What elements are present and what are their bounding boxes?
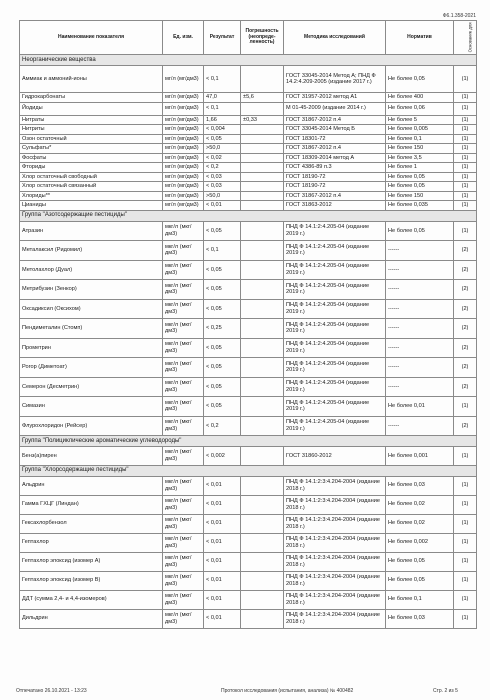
cell-note: (1) <box>454 221 477 241</box>
cell-unit: мкг/л (мкг/дм3) <box>163 609 204 628</box>
table-row <box>20 552 477 571</box>
cell-result: < 0,01 <box>204 571 241 590</box>
cell-result: < 0,05 <box>204 377 241 397</box>
cell-norm: Не более 1 <box>386 163 454 173</box>
group-title: Группа "Азотсодержащие пестициды" <box>20 210 477 221</box>
table-row <box>20 182 477 192</box>
cell-note: (2) <box>454 280 477 300</box>
cell-note: (1) <box>454 182 477 192</box>
cell-note: (2) <box>454 241 477 261</box>
cell-result: < 0,05 <box>204 397 241 417</box>
cell-name: Фосфаты <box>20 153 163 163</box>
cell-norm: Не более 0,06 <box>386 102 454 115</box>
cell-note: (1) <box>454 552 477 571</box>
cell-error <box>241 201 284 211</box>
cell-result: < 0,01 <box>204 201 241 211</box>
cell-method: ГОСТ 18309-2014 метод А <box>284 153 386 163</box>
cell-norm: Не более 0,002 <box>386 533 454 552</box>
cell-result: < 0,01 <box>204 476 241 495</box>
cell-error <box>241 125 284 135</box>
cell-norm: ------ <box>386 280 454 300</box>
cell-note: (1) <box>454 115 477 125</box>
cell-norm: Не более 0,1 <box>386 590 454 609</box>
cell-result: < 0,2 <box>204 416 241 436</box>
cell-error <box>241 182 284 192</box>
cell-result: < 0,05 <box>204 280 241 300</box>
cell-name: ДДТ (сумма 2,4- и 4,4-изомеров) <box>20 590 163 609</box>
cell-note: (1) <box>454 201 477 211</box>
cell-note: (2) <box>454 319 477 339</box>
table-row <box>20 172 477 182</box>
cell-note: (1) <box>454 533 477 552</box>
cell-note: (1) <box>454 590 477 609</box>
table-row <box>20 514 477 533</box>
cell-result: < 0,05 <box>204 299 241 319</box>
cell-note: (2) <box>454 260 477 280</box>
cell-note: (2) <box>454 299 477 319</box>
cell-name: Рогор (Диметоат) <box>20 358 163 378</box>
header-unit: Ед. изм. <box>163 21 204 55</box>
cell-method: М 01-45-2009 (издание 2014 г.) <box>284 102 386 115</box>
cell-note: (2) <box>454 338 477 358</box>
cell-note: (1) <box>454 134 477 144</box>
cell-norm: Не более 150 <box>386 144 454 154</box>
cell-error <box>241 495 284 514</box>
table-row <box>20 241 477 261</box>
cell-error <box>241 260 284 280</box>
cell-unit: мг/л (мг/дм3) <box>163 66 204 93</box>
header-note-label: Основание для <box>467 22 473 52</box>
cell-result: < 0,002 <box>204 447 241 466</box>
cell-method: ПНД Ф 14.1:2:4.205-04 (издание 2019 г.) <box>284 338 386 358</box>
group-header-row <box>20 55 477 66</box>
cell-norm: Не более 0,05 <box>386 66 454 93</box>
cell-result: < 0,01 <box>204 590 241 609</box>
cell-result: < 0,01 <box>204 514 241 533</box>
cell-error <box>241 416 284 436</box>
cell-result: 1,66 <box>204 115 241 125</box>
cell-result: >50,0 <box>204 191 241 201</box>
cell-method: ПНД Ф 14.1:2:3:4.204-2004 (издание 2018 г.) <box>284 533 386 552</box>
cell-unit: мг/л (мг/дм3) <box>163 93 204 103</box>
cell-error <box>241 533 284 552</box>
table-row <box>20 533 477 552</box>
cell-name: Метолахлор (Дуал) <box>20 260 163 280</box>
cell-unit: мкг/л (мкг/дм3) <box>163 495 204 514</box>
cell-norm: Не более 5 <box>386 115 454 125</box>
cell-norm: Не более 0,05 <box>386 221 454 241</box>
cell-unit: мкг/л (мкг/дм3) <box>163 241 204 261</box>
table-row <box>20 93 477 103</box>
table-row <box>20 144 477 154</box>
table-row <box>20 163 477 173</box>
cell-name: Хлор остаточный связанный <box>20 182 163 192</box>
cell-note: (1) <box>454 514 477 533</box>
header-error: Погрешность (неопреде-ленность) <box>241 21 284 55</box>
cell-method: ГОСТ 31867-2012 п.4 <box>284 144 386 154</box>
cell-method: ГОСТ 31957-2012 метод А1 <box>284 93 386 103</box>
cell-unit: мг/л (мг/дм3) <box>163 125 204 135</box>
cell-norm: ------ <box>386 241 454 261</box>
cell-name: Семерон (Десметрин) <box>20 377 163 397</box>
cell-error <box>241 102 284 115</box>
cell-result: >50,0 <box>204 144 241 154</box>
footer-page: Стр. 2 из 5 <box>433 688 458 694</box>
cell-error <box>241 319 284 339</box>
cell-error <box>241 476 284 495</box>
cell-error <box>241 280 284 300</box>
cell-result: < 0,01 <box>204 552 241 571</box>
table-row <box>20 125 477 135</box>
group-title: Группа "Хлорсодержащие пестициды" <box>20 465 477 476</box>
table-row <box>20 609 477 628</box>
cell-name: Фториды <box>20 163 163 173</box>
cell-unit: мг/л (мг/дм3) <box>163 153 204 163</box>
cell-name: Прометрин <box>20 338 163 358</box>
cell-unit: мкг/л (мкг/дм3) <box>163 377 204 397</box>
cell-name: Гептахлор эпоксид (изомер В) <box>20 571 163 590</box>
cell-error <box>241 377 284 397</box>
cell-unit: мкг/л (мкг/дм3) <box>163 590 204 609</box>
cell-error <box>241 552 284 571</box>
cell-error <box>241 590 284 609</box>
cell-method: ПНД Ф 14.1:2:4.205-04 (издание 2019 г.) <box>284 319 386 339</box>
form-code: Ф6.1.358-2021 <box>442 13 476 19</box>
cell-norm: ------ <box>386 358 454 378</box>
cell-name: Гамма ГХЦГ (Линдан) <box>20 495 163 514</box>
cell-norm: Не более 150 <box>386 191 454 201</box>
cell-error <box>241 153 284 163</box>
cell-method: ГОСТ 31867-2012 п.4 <box>284 115 386 125</box>
cell-method: ГОСТ 31863-2012 <box>284 201 386 211</box>
cell-method: ГОСТ 31867-2012 п.4 <box>284 191 386 201</box>
cell-note: (1) <box>454 93 477 103</box>
cell-norm: Не более 400 <box>386 93 454 103</box>
cell-result: < 0,1 <box>204 241 241 261</box>
cell-norm: Не более 0,05 <box>386 552 454 571</box>
cell-name: Пендиметалин (Стомп) <box>20 319 163 339</box>
cell-result: < 0,05 <box>204 260 241 280</box>
results-table <box>19 20 477 629</box>
cell-error <box>241 66 284 93</box>
cell-name: Бенз(а)пирен <box>20 447 163 466</box>
cell-norm: Не более 0,05 <box>386 172 454 182</box>
cell-result: < 0,03 <box>204 182 241 192</box>
table-row <box>20 115 477 125</box>
cell-unit: мкг/л (мкг/дм3) <box>163 533 204 552</box>
table-row <box>20 319 477 339</box>
cell-name: Дильдрин <box>20 609 163 628</box>
header-note <box>454 21 477 55</box>
table-row <box>20 397 477 417</box>
cell-name: Металаксил (Ридомил) <box>20 241 163 261</box>
cell-unit: мкг/л (мкг/дм3) <box>163 552 204 571</box>
cell-method: ПНД Ф 14.1:2:4.205-04 (издание 2019 г.) <box>284 358 386 378</box>
cell-result: < 0,1 <box>204 102 241 115</box>
cell-result: < 0,01 <box>204 533 241 552</box>
cell-error <box>241 163 284 173</box>
table-row <box>20 447 477 466</box>
cell-method: ПНД Ф 14.1:2:3:4.204-2004 (издание 2018 г.) <box>284 590 386 609</box>
group-header-row <box>20 465 477 476</box>
cell-method: ГОСТ 33045-2014 Метод Б <box>284 125 386 135</box>
cell-name: Альдрин <box>20 476 163 495</box>
cell-error <box>241 172 284 182</box>
table-row <box>20 191 477 201</box>
cell-name: Сульфаты* <box>20 144 163 154</box>
cell-norm: Не более 0,005 <box>386 125 454 135</box>
cell-unit: мг/л (мг/дм3) <box>163 191 204 201</box>
cell-result: < 0,01 <box>204 609 241 628</box>
cell-error <box>241 221 284 241</box>
cell-unit: мкг/л (мкг/дм3) <box>163 358 204 378</box>
table-row <box>20 260 477 280</box>
cell-norm: Не более 0,035 <box>386 201 454 211</box>
cell-result: < 0,2 <box>204 163 241 173</box>
cell-norm: ------ <box>386 299 454 319</box>
cell-note: (1) <box>454 191 477 201</box>
table-body <box>20 55 477 629</box>
cell-method: ПНД Ф 14.1:2:3:4.204-2004 (издание 2018 г.) <box>284 552 386 571</box>
cell-norm: Не более 0,03 <box>386 609 454 628</box>
cell-note: (1) <box>454 397 477 417</box>
table-row <box>20 221 477 241</box>
cell-note: (1) <box>454 172 477 182</box>
cell-result: < 0,05 <box>204 134 241 144</box>
cell-result: < 0,1 <box>204 66 241 93</box>
cell-unit: мкг/л (мкг/дм3) <box>163 447 204 466</box>
cell-name: Флурохлоридон (Рейсер) <box>20 416 163 436</box>
cell-unit: мг/л (мг/дм3) <box>163 163 204 173</box>
table-header-row <box>20 21 477 55</box>
cell-name: Гидрокарбонаты <box>20 93 163 103</box>
cell-norm: ------ <box>386 319 454 339</box>
cell-norm: Не более 0,05 <box>386 571 454 590</box>
cell-result: < 0,02 <box>204 153 241 163</box>
cell-error <box>241 144 284 154</box>
cell-result: < 0,03 <box>204 172 241 182</box>
cell-unit: мкг/л (мкг/дм3) <box>163 299 204 319</box>
cell-note: (1) <box>454 66 477 93</box>
cell-name: Атразин <box>20 221 163 241</box>
table-row <box>20 476 477 495</box>
cell-result: 47,0 <box>204 93 241 103</box>
cell-unit: мкг/л (мкг/дм3) <box>163 338 204 358</box>
table-row <box>20 338 477 358</box>
cell-name: Цианиды <box>20 201 163 211</box>
cell-name: Симазин <box>20 397 163 417</box>
cell-norm: Не более 0,02 <box>386 495 454 514</box>
cell-method: ПНД Ф 14.1:2:3:4.204-2004 (издание 2018 г.) <box>284 495 386 514</box>
cell-note: (2) <box>454 377 477 397</box>
cell-unit: мкг/л (мкг/дм3) <box>163 416 204 436</box>
cell-method: ГОСТ 31860-2012 <box>284 447 386 466</box>
cell-method: ПНД Ф 14.1:2:4.205-04 (издание 2019 г.) <box>284 241 386 261</box>
cell-note: (1) <box>454 571 477 590</box>
cell-unit: мкг/л (мкг/дм3) <box>163 260 204 280</box>
cell-method: ПНД Ф 14.1:2:4.205-04 (издание 2019 г.) <box>284 221 386 241</box>
cell-error <box>241 514 284 533</box>
cell-note: (2) <box>454 416 477 436</box>
table-row <box>20 299 477 319</box>
cell-unit: мкг/л (мкг/дм3) <box>163 221 204 241</box>
cell-unit: мг/л (мг/дм3) <box>163 102 204 115</box>
cell-method: ПНД Ф 14.1:2:3:4.204-2004 (издание 2018 г.) <box>284 571 386 590</box>
footer-printed: Отпечатано 26.10.2021 - 13:23 <box>16 688 87 694</box>
cell-method: ПНД Ф 14.1:2:3:4.204-2004 (издание 2018 г.) <box>284 514 386 533</box>
table-row <box>20 201 477 211</box>
cell-note: (1) <box>454 102 477 115</box>
cell-result: < 0,004 <box>204 125 241 135</box>
cell-norm: Не более 3,5 <box>386 153 454 163</box>
cell-name: Нитриты <box>20 125 163 135</box>
cell-name: Оксадиксил (Оксихом) <box>20 299 163 319</box>
table-row <box>20 280 477 300</box>
cell-name: Озон остаточный <box>20 134 163 144</box>
cell-error <box>241 134 284 144</box>
cell-result: < 0,05 <box>204 338 241 358</box>
cell-error <box>241 609 284 628</box>
cell-method: ПНД Ф 14.1:2:4.205-04 (издание 2019 г.) <box>284 299 386 319</box>
cell-unit: мг/л (мг/дм3) <box>163 201 204 211</box>
cell-method: ГОСТ 33045-2014 Метод А; ПНД Ф 14.2:4.209-2005 (издание 2017 г.) <box>284 66 386 93</box>
group-title: Группа "Полициклические ароматические углеводороды" <box>20 436 477 447</box>
header-result: Результат <box>204 21 241 55</box>
cell-name: Гептахлор эпоксид (изомер А) <box>20 552 163 571</box>
cell-unit: мг/л (мг/дм3) <box>163 144 204 154</box>
cell-unit: мг/л (мг/дм3) <box>163 134 204 144</box>
cell-result: < 0,05 <box>204 358 241 378</box>
table-row <box>20 416 477 436</box>
cell-norm: ------ <box>386 338 454 358</box>
group-header-row <box>20 210 477 221</box>
cell-error <box>241 338 284 358</box>
header-method: Методика исследований <box>284 21 386 55</box>
cell-unit: мкг/л (мкг/дм3) <box>163 319 204 339</box>
cell-method: ПНД Ф 14.1:2:3:4.204-2004 (издание 2018 г.) <box>284 609 386 628</box>
cell-note: (1) <box>454 476 477 495</box>
cell-result: < 0,05 <box>204 221 241 241</box>
cell-unit: мг/л (мг/дм3) <box>163 172 204 182</box>
cell-note: (1) <box>454 609 477 628</box>
cell-name: Гептахлор <box>20 533 163 552</box>
cell-method: ПНД Ф 14.1:2:3:4.204-2004 (издание 2018 г.) <box>284 476 386 495</box>
cell-error <box>241 299 284 319</box>
cell-name: Аммиак и аммоний-ионы <box>20 66 163 93</box>
cell-error <box>241 571 284 590</box>
cell-error <box>241 241 284 261</box>
table-row <box>20 102 477 115</box>
cell-result: < 0,01 <box>204 495 241 514</box>
cell-method: ПНД Ф 14.1:2:4.205-04 (издание 2019 г.) <box>284 397 386 417</box>
cell-note: (1) <box>454 153 477 163</box>
cell-norm: ------ <box>386 260 454 280</box>
cell-norm: Не более 0,01 <box>386 397 454 417</box>
cell-unit: мкг/л (мкг/дм3) <box>163 397 204 417</box>
cell-method: ГОСТ 18301-72 <box>284 134 386 144</box>
cell-result: < 0,25 <box>204 319 241 339</box>
cell-error <box>241 358 284 378</box>
cell-unit: мкг/л (мкг/дм3) <box>163 280 204 300</box>
cell-note: (1) <box>454 163 477 173</box>
cell-unit: мг/л (мг/дм3) <box>163 182 204 192</box>
table-row <box>20 358 477 378</box>
cell-note: (1) <box>454 495 477 514</box>
table-row <box>20 377 477 397</box>
cell-unit: мг/л (мг/дм3) <box>163 115 204 125</box>
cell-unit: мкг/л (мкг/дм3) <box>163 514 204 533</box>
cell-unit: мкг/л (мкг/дм3) <box>163 571 204 590</box>
cell-note: (2) <box>454 358 477 378</box>
cell-error: ±5,6 <box>241 93 284 103</box>
cell-norm: Не более 0,03 <box>386 476 454 495</box>
cell-method: ГОСТ 18190-72 <box>284 182 386 192</box>
cell-method: ГОСТ 18190-72 <box>284 172 386 182</box>
table-row <box>20 134 477 144</box>
cell-method: ГОСТ 4386-89 п.3 <box>284 163 386 173</box>
cell-method: ПНД Ф 14.1:2:4.205-04 (издание 2019 г.) <box>284 377 386 397</box>
header-norm: Норматив <box>386 21 454 55</box>
header-name: Наименование показателя <box>20 21 163 55</box>
group-title: Неорганические вещества <box>20 55 477 66</box>
cell-name: Хлориды** <box>20 191 163 201</box>
cell-norm: Не более 0,05 <box>386 182 454 192</box>
cell-norm: Не более 0,1 <box>386 134 454 144</box>
table-row <box>20 495 477 514</box>
cell-method: ПНД Ф 14.1:2:4.205-04 (издание 2019 г.) <box>284 416 386 436</box>
cell-error <box>241 191 284 201</box>
cell-name: Хлор остаточный свободный <box>20 172 163 182</box>
cell-error: ±0,33 <box>241 115 284 125</box>
cell-norm: Не более 0,02 <box>386 514 454 533</box>
table-row <box>20 590 477 609</box>
cell-name: Гексахлорбензол <box>20 514 163 533</box>
cell-name: Йодиды <box>20 102 163 115</box>
table-row <box>20 571 477 590</box>
cell-norm: Не более 0,001 <box>386 447 454 466</box>
cell-unit: мкг/л (мкг/дм3) <box>163 476 204 495</box>
cell-method: ПНД Ф 14.1:2:4.205-04 (издание 2019 г.) <box>284 280 386 300</box>
table-row <box>20 153 477 163</box>
cell-method: ПНД Ф 14.1:2:4.205-04 (издание 2019 г.) <box>284 260 386 280</box>
cell-norm: ------ <box>386 416 454 436</box>
cell-note: (1) <box>454 125 477 135</box>
cell-note: (1) <box>454 144 477 154</box>
cell-norm: ------ <box>386 377 454 397</box>
cell-name: Метрибузин (Зенкор) <box>20 280 163 300</box>
group-header-row <box>20 436 477 447</box>
table-row <box>20 66 477 93</box>
footer-protocol: Протокол исследования (испытания, анализа) № 400482 <box>221 688 354 694</box>
cell-note: (1) <box>454 447 477 466</box>
cell-error <box>241 397 284 417</box>
cell-name: Нитраты <box>20 115 163 125</box>
cell-error <box>241 447 284 466</box>
